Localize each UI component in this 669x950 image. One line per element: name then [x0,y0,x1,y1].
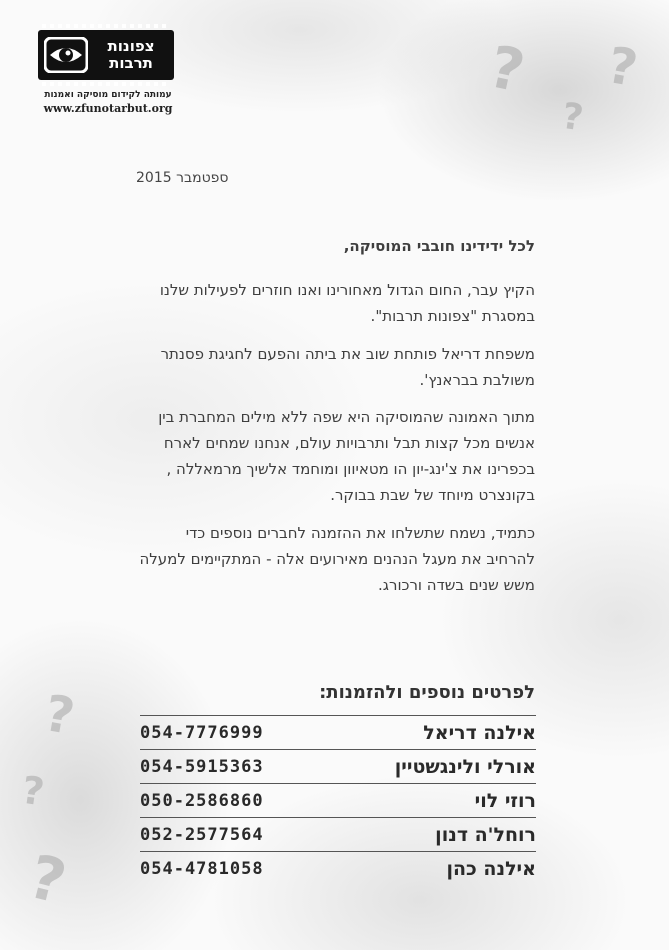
question-mark-icon: ? [559,95,586,140]
letter-paragraph: כתמיד, נשמח שתשלחו את ההזמנה לחברים נוספים כדי להרחיב את מעגל הנהנים מאירועים אלה - המתקיימים למעלה משש שנים בשדה ורכורג. [139,524,535,594]
question-mark-icon: ? [40,683,79,747]
contact-row [140,749,536,783]
question-mark-icon: ? [22,841,73,919]
letter-date: ספטמבר 2015 [136,170,229,186]
contact-phone[interactable]: 054-7776999 [140,722,264,743]
letter-paragraph: מתוך האמונה שהמוסיקה היא שפה ללא מילים המחברת בין אנשים מכל קצות תבל ותרבויות עולם, אנחנו שמחים לארח בכפרינו את צ'ינג-יון הו מטאיוון ומוחמד אלשיך מרמאללה , בקונצרט מיוחד של שבת בבוקר. [158,408,535,504]
contact-phone[interactable]: 054-5915363 [140,756,264,777]
letter-greeting: לכל ידידינו חובבי המוסיקה, [343,237,535,255]
logo-name-line1: צפונות [107,37,155,55]
contact-row [140,817,536,851]
contact-phone[interactable]: 050-2586860 [140,790,264,811]
contacts-title: לפרטים נוספים ולהזמנות: [319,682,535,703]
logo-box [38,30,174,80]
letter-paragraph: הקיץ עבר, החום הגדול מאחורינו ואנו חוזרים לפעילות שלנו במסגרת "צפונות תרבות". [159,281,535,325]
contact-row [140,851,536,885]
contact-name: אילנה כהן [446,857,536,880]
logo-name [88,38,174,72]
question-mark-icon: ? [19,767,48,815]
contact-phone[interactable]: 052-2577564 [140,824,264,845]
contact-name: אורלי ולינגשטיין [394,755,536,778]
question-mark-icon: ? [603,35,642,99]
contact-row [140,715,536,749]
question-mark-icon: ? [483,32,531,106]
organization-logo [38,30,178,115]
contact-name: רוחל'ה דנון [435,823,536,846]
logo-tagline: עמותה לקידום מוסיקה ואמנות [44,90,172,100]
website-url[interactable]: www.zfunotarbut.org [43,102,173,115]
logo-name-line2: תרבות [109,54,153,72]
contact-phone[interactable]: 054-4781058 [140,858,264,879]
contact-name: רוזי לוי [474,789,536,812]
contacts-table [140,715,536,885]
letter-paragraph: משפחת דריאל פותחת שוב את ביתה והפעם לחגיגת פסנתר משולבת בבראנץ'. [160,345,535,389]
contact-name: אילנה דריאל [423,721,536,744]
eye-icon [44,37,88,73]
contact-row [140,783,536,817]
